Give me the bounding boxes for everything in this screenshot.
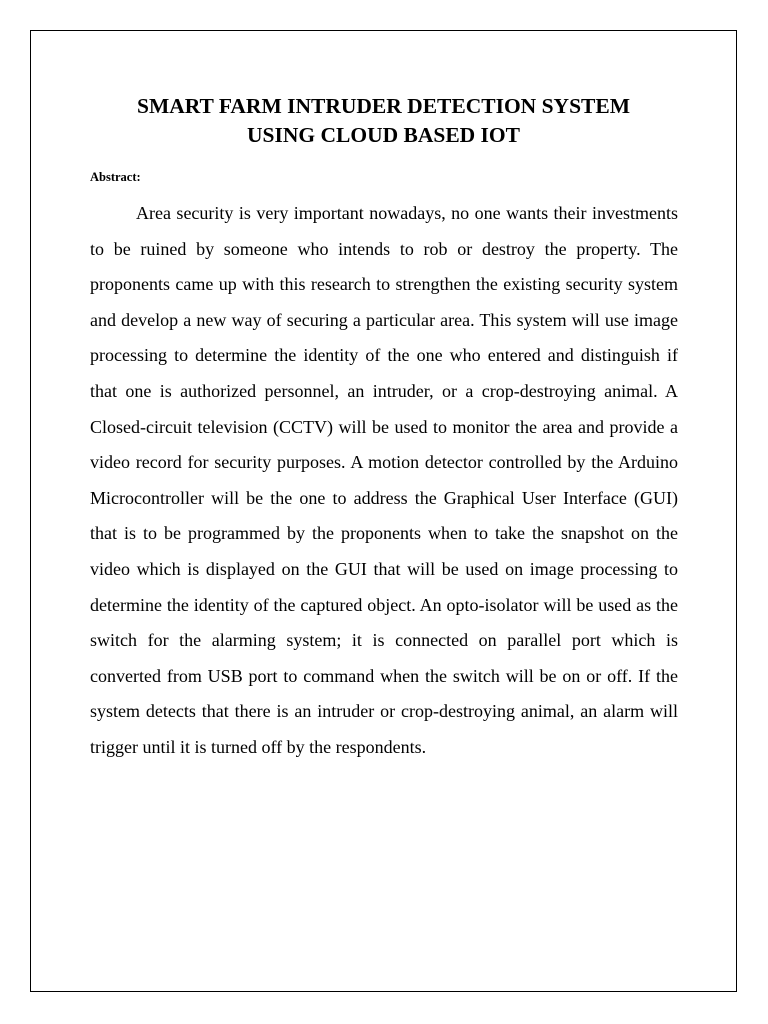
abstract-label: Abstract: (90, 170, 141, 184)
title-line-2: USING CLOUD BASED IOT (247, 123, 520, 147)
document-title (30, 92, 737, 150)
title-line-1: SMART FARM INTRUDER DETECTION SYSTEM (136, 94, 630, 118)
abstract-paragraph: Area security is very important nowadays, no one wants their investments to be ruined by someone who intends to rob or destroy the property. The proponents came up with this research to strengthen the existing security system and develop a new way of securing a particular area. This system will use image processing to determine the identity of the one who entered and distinguish if that one is authorized personnel, an intruder, or a crop-destroying animal. A Closed-circuit television (CCTV) will be used to monitor the area and provide a video record for security purposes. A motion detector controlled by the Arduino Microcontroller will be the one to address the Graphical User Interface (GUI) that is to be programmed by the proponents when to take the snapshot on the video which is displayed on the GUI that will be used on image processing to determine the identity of the captured object. An opto-isolator will be used as the switch for the alarming system; it is connected on parallel port which is converted from USB port to command when the switch will be on or off. If the system detects that there is an intruder or crop-destroying animal, an alarm will trigger until it is turned off by the respondents. (90, 203, 678, 757)
